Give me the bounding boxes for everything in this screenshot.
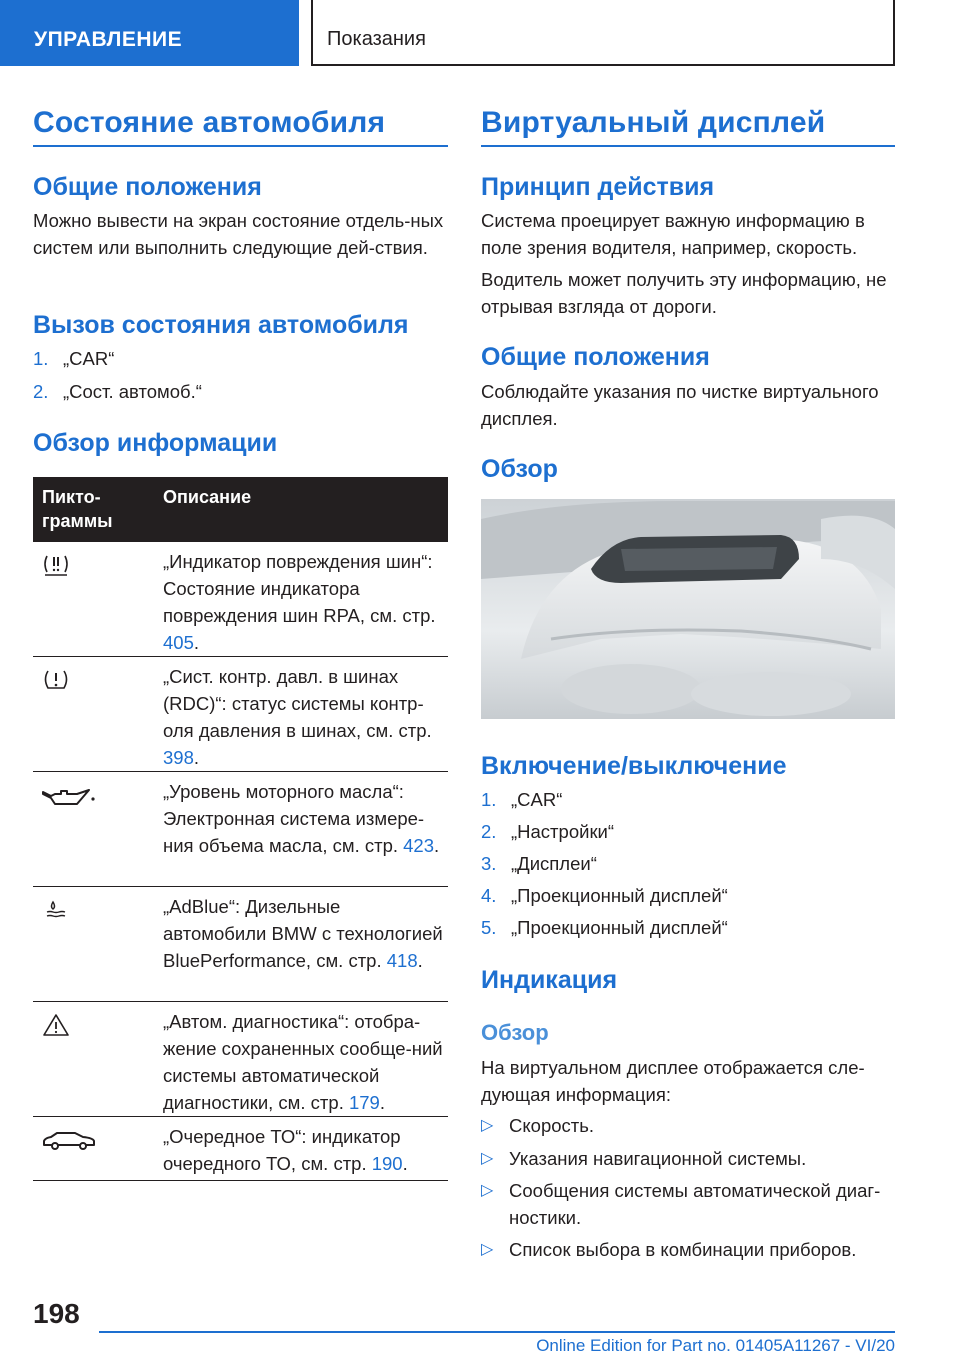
bullet-triangle-icon: ▷ <box>481 1182 494 1199</box>
general-text-right: Соблюдайте указания по чистке виртуального дисплея. <box>481 381 879 429</box>
page-number: 198 <box>33 1298 80 1329</box>
oil-can-icon <box>41 784 97 815</box>
row-description: „Сист. контр. давл. в шинах (RDC)“: статус системы контр-оля давления в шинах, см. стр. 398. <box>163 666 432 768</box>
list-item: ▷ Указания навигационной системы. <box>481 1145 895 1172</box>
list-item: 2. „Настройки“ <box>481 821 615 842</box>
onoff-heading: Включение/выключение <box>481 752 787 780</box>
general-text: Можно вывести на экран состояние отдель-ных систем или выполнить следующие дей-ствия. <box>33 210 444 258</box>
list-item: 2. „Сост. автомоб.“ <box>33 381 202 402</box>
list-item: 1. „CAR“ <box>481 789 563 810</box>
general-heading-right: Общие положения <box>481 343 710 371</box>
page-link[interactable]: 190 <box>371 1153 403 1174</box>
warning-triangle-icon <box>41 1012 71 1043</box>
row-description: „Уровень моторного масла“: Электронная система измере-ния объема масла, см. стр. 423. <box>163 781 440 856</box>
principle-text-2: Водитель может получить эту информацию, не отрывая взгляда от дороги. <box>481 269 887 317</box>
subsection-title: Показания <box>327 28 426 50</box>
title-rule <box>33 145 448 147</box>
row-description: „Автом. диагностика“: отобра-жение сохраненных сообще-ний системы автоматической диагностики, см. стр. 179. <box>163 1011 443 1113</box>
display-subheading: Обзор <box>481 1020 549 1045</box>
tire-warning-icon <box>41 552 71 583</box>
footer-rule <box>99 1331 895 1333</box>
virtual-display-title: Виртуальный дисплей <box>481 106 826 139</box>
head-up-display-photo <box>481 499 895 719</box>
adblue-icon <box>41 897 71 928</box>
table-row <box>33 1002 448 1117</box>
service-car-icon <box>41 1129 97 1158</box>
row-description: „Очередное ТО“: индикатор очередного ТО, см. стр. 190. <box>163 1126 408 1174</box>
subsection-box <box>311 0 895 66</box>
bullet-triangle-icon: ▷ <box>481 1117 494 1134</box>
general-heading: Общие положения <box>33 173 262 201</box>
page-link[interactable]: 405 <box>163 632 194 653</box>
table-row <box>33 542 448 657</box>
bullet-triangle-icon: ▷ <box>481 1241 494 1258</box>
table-row <box>33 772 448 887</box>
list-item: 5. „Проекционный дисплей“ <box>481 917 728 938</box>
title-rule <box>481 145 895 147</box>
principle-text-1: Система проецирует важную информацию в поле зрения водителя, например, скорость. <box>481 210 865 258</box>
info-overview-heading: Обзор информации <box>33 429 278 457</box>
page-link[interactable]: 398 <box>163 747 194 768</box>
principle-heading: Принцип действия <box>481 173 715 201</box>
display-heading: Индикация <box>481 966 618 994</box>
edition-text: Online Edition for Part no. 01405A11267 - VI/20 <box>536 1336 895 1355</box>
page-link[interactable]: 179 <box>348 1092 380 1113</box>
table-row <box>33 1117 448 1181</box>
list-item: ▷ Сообщения системы автоматической диаг-ностики. <box>481 1177 895 1231</box>
list-item: 4. „Проекционный дисплей“ <box>481 885 728 906</box>
section-tab <box>0 0 299 66</box>
col-pictograms: Пикто-граммы <box>42 487 113 531</box>
table-row <box>33 887 448 1002</box>
vehicle-status-title: Состояние автомобиля <box>33 106 386 139</box>
table-row <box>33 657 448 772</box>
table-header <box>33 477 448 542</box>
list-item: 3. „Дисплеи“ <box>481 853 597 874</box>
call-status-heading: Вызов состояния автомобиля <box>33 311 409 339</box>
overview-heading: Обзор <box>481 455 558 483</box>
page-link[interactable]: 418 <box>386 950 418 971</box>
page-link[interactable]: 423 <box>403 835 435 856</box>
row-description: „Индикатор повреждения шин“: Состояние индикатора повреждения шин RPA, см. стр. 405. <box>163 551 436 653</box>
tire-pressure-icon <box>41 667 71 698</box>
col-description: Описание <box>163 487 252 507</box>
display-text: На виртуальном дисплее отображается сле-дующая информация: <box>481 1057 865 1105</box>
list-item: ▷ Список выбора в комбинации приборов. <box>481 1236 895 1263</box>
list-item: ▷ Скорость. <box>481 1112 895 1139</box>
list-item: 1. „CAR“ <box>33 348 115 369</box>
section-title: УПРАВЛЕНИЕ <box>34 28 183 51</box>
bullet-triangle-icon: ▷ <box>481 1150 494 1167</box>
row-description: „AdBlue“: Дизельные автомобили BMW с технологией BluePerformance, см. стр. 418. <box>163 896 443 971</box>
